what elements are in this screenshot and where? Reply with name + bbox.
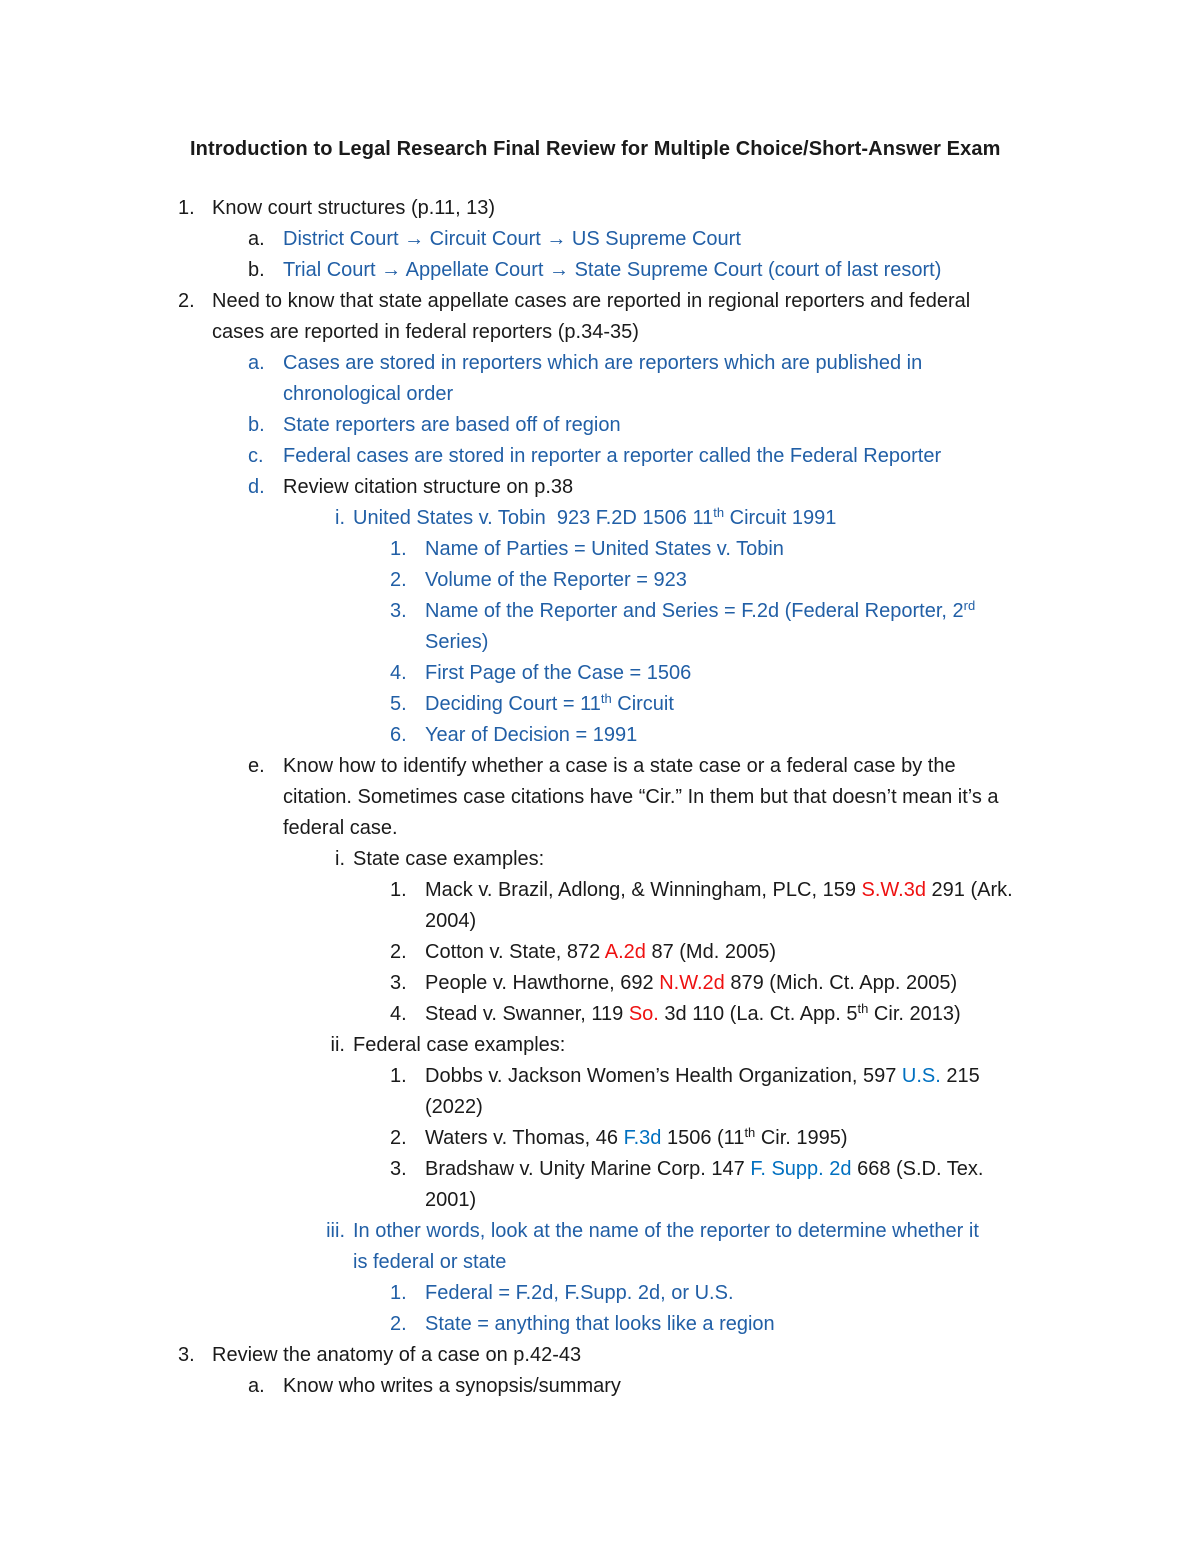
text-segment: District Court → Circuit Court → US Supreme Court (283, 228, 741, 250)
line-text (0, 410, 1200, 441)
text-segment: 215 (940, 1065, 980, 1087)
outline-line (0, 565, 1200, 596)
list-marker: b. (248, 259, 265, 281)
line-text (0, 1216, 1200, 1247)
list-marker: i. (335, 848, 345, 870)
text-segment: citation. Sometimes case citations have “Cir.” In them but that doesn’t mean it’s a (283, 786, 999, 808)
line-text (0, 1030, 1200, 1061)
list-marker: e. (248, 755, 265, 777)
list-marker: 3. (390, 600, 407, 622)
outline-line (0, 1154, 1200, 1185)
outline-line (0, 999, 1200, 1030)
text-segment: rd (963, 598, 976, 613)
list-marker: 2. (390, 1127, 407, 1149)
list-marker: 4. (390, 662, 407, 684)
line-text (0, 317, 1200, 348)
list-marker: i. (335, 507, 345, 529)
list-marker: iii. (326, 1220, 345, 1242)
line-text (0, 968, 1200, 999)
line-text (0, 875, 1200, 906)
list-marker: 1. (390, 1282, 407, 1304)
outline-line (0, 1123, 1200, 1154)
list-marker: a. (248, 1375, 265, 1397)
list-marker: 1. (178, 197, 195, 219)
outline-line (0, 224, 1200, 255)
text-segment: Volume of the Reporter = 923 (425, 569, 687, 591)
outline-line (0, 379, 1200, 410)
text-segment: th (857, 1001, 869, 1016)
text-segment: is federal or state (353, 1251, 507, 1273)
outline-line (0, 1371, 1200, 1402)
line-text (0, 441, 1200, 472)
text-segment: Bradshaw v. Unity Marine Corp. 147 (425, 1158, 751, 1180)
line-text (0, 689, 1200, 721)
line-text (0, 224, 1200, 255)
outline-line (0, 720, 1200, 751)
text-segment: 668 (S.D. Tex. (851, 1158, 984, 1180)
outline-line (0, 534, 1200, 565)
line-text (0, 751, 1200, 782)
text-segment: Circuit (611, 693, 674, 715)
text-segment: Dobbs v. Jackson Women’s Health Organization, 597 (425, 1065, 902, 1087)
line-text (0, 844, 1200, 875)
outline-line (0, 286, 1200, 317)
line-text (0, 627, 1200, 658)
line-text (0, 1371, 1200, 1402)
outline-line (0, 472, 1200, 503)
text-segment: F. Supp. 2d (750, 1158, 852, 1180)
text-segment: 1506 (11 (661, 1127, 745, 1149)
line-text (0, 1247, 1200, 1278)
outline-line (0, 1216, 1200, 1247)
text-segment: In other words, look at the name of the reporter to determine whether it (353, 1220, 979, 1242)
text-segment: 3d 110 (La. Ct. App. 5 (658, 1003, 858, 1025)
text-segment: First Page of the Case = 1506 (425, 662, 692, 684)
line-text (0, 1185, 1200, 1216)
outline-line (0, 782, 1200, 813)
line-text (0, 1123, 1200, 1155)
text-segment: 2001) (425, 1189, 477, 1211)
line-text (0, 565, 1200, 596)
text-segment: State reporters are based off of region (283, 414, 621, 436)
text-segment: A.2d (604, 941, 646, 963)
line-text (0, 379, 1200, 410)
text-segment: Review citation structure on p.38 (283, 476, 574, 498)
outline-line (0, 689, 1200, 720)
text-segment: Waters v. Thomas, 46 (425, 1127, 624, 1149)
text-segment: U.S. (901, 1065, 941, 1087)
text-segment: So. (628, 1003, 659, 1025)
list-marker: 3. (178, 1344, 195, 1366)
line-text (0, 534, 1200, 565)
outline-line (0, 968, 1200, 999)
text-segment: Trial Court → Appellate Court → State Supreme Court (court of last resort) (283, 259, 942, 281)
text-segment: Year of Decision = 1991 (425, 724, 638, 746)
list-marker: ii. (330, 1034, 345, 1056)
outline-line (0, 596, 1200, 627)
document-title: Introduction to Legal Research Final Review for Multiple Choice/Short-Answer Exam (190, 138, 1001, 160)
text-segment: N.W.2d (659, 972, 725, 994)
text-segment: chronological order (283, 383, 454, 405)
text-segment: Stead v. Swanner, 119 (425, 1003, 629, 1025)
text-segment: Deciding Court = 11 (425, 693, 601, 715)
outline-line (0, 1340, 1200, 1371)
outline-line (0, 937, 1200, 968)
text-segment: th (713, 505, 725, 520)
list-marker: 2. (390, 941, 407, 963)
text-segment: cases are reported in federal reporters (p.34-35) (212, 321, 639, 343)
list-marker: b. (248, 414, 265, 436)
text-segment: (2022) (425, 1096, 483, 1118)
line-text (0, 1278, 1200, 1309)
text-segment: Federal case examples: (353, 1034, 566, 1056)
line-text (0, 782, 1200, 813)
list-marker: 3. (390, 972, 407, 994)
outline-line (0, 658, 1200, 689)
text-segment: Name of Parties = United States v. Tobin (425, 538, 784, 560)
line-text (0, 906, 1200, 937)
outline-line (0, 1185, 1200, 1216)
list-marker: 3. (390, 1158, 407, 1180)
text-segment: F.3d (623, 1127, 662, 1149)
line-text (0, 999, 1200, 1031)
text-segment: 291 (Ark. (925, 879, 1013, 901)
text-segment: Federal cases are stored in reporter a reporter called the Federal Reporter (283, 445, 942, 467)
line-text (0, 1061, 1200, 1092)
text-segment: th (744, 1125, 756, 1140)
line-text (0, 596, 1200, 628)
outline-line (0, 255, 1200, 286)
outline-line (0, 317, 1200, 348)
list-marker: c. (248, 445, 264, 467)
text-segment: Know how to identify whether a case is a state case or a federal case by the (283, 755, 956, 777)
line-text (0, 658, 1200, 689)
text-segment: Series) (425, 631, 489, 653)
list-marker: a. (248, 228, 265, 250)
line-text (0, 720, 1200, 751)
outline-line (0, 348, 1200, 379)
text-segment: Circuit 1991 (724, 507, 837, 529)
text-segment: 2004) (425, 910, 477, 932)
outline-line (0, 1309, 1200, 1340)
list-marker: 1. (390, 538, 407, 560)
line-text (0, 1154, 1200, 1185)
outline-line (0, 906, 1200, 937)
list-marker: 1. (390, 879, 407, 901)
outline-line (0, 503, 1200, 534)
line-text (0, 1092, 1200, 1123)
line-text (0, 348, 1200, 379)
text-segment: federal case. (283, 817, 398, 839)
list-marker: a. (248, 352, 265, 374)
line-text (0, 813, 1200, 844)
outline-line (0, 751, 1200, 782)
line-text (0, 1309, 1200, 1340)
outline-line (0, 410, 1200, 441)
text-segment: th (600, 691, 612, 706)
outline-line (0, 1278, 1200, 1309)
text-segment: Need to know that state appellate cases are reported in regional reporters and federal (212, 290, 971, 312)
line-text (0, 472, 1200, 503)
text-segment: Cotton v. State, 872 (425, 941, 605, 963)
line-text (0, 937, 1200, 968)
line-text (0, 255, 1200, 286)
text-segment: State case examples: (353, 848, 545, 870)
text-segment: Cir. 2013) (868, 1003, 961, 1025)
outline-line (0, 1092, 1200, 1123)
outline-line (0, 813, 1200, 844)
text-segment: State = anything that looks like a region (425, 1313, 775, 1335)
text-segment: Know court structures (p.11, 13) (212, 197, 496, 219)
outline-line (0, 193, 1200, 224)
outline-line (0, 1030, 1200, 1061)
list-marker: 2. (390, 1313, 407, 1335)
list-marker: 1. (390, 1065, 407, 1087)
outline-line (0, 1247, 1200, 1278)
text-segment: Cir. 1995) (755, 1127, 848, 1149)
outline-line (0, 875, 1200, 906)
outline-body (0, 193, 1200, 1402)
outline-line (0, 1061, 1200, 1092)
text-segment: S.W.3d (861, 879, 926, 901)
text-segment: 87 (Md. 2005) (645, 941, 776, 963)
list-marker: 4. (390, 1003, 407, 1025)
list-marker: 5. (390, 693, 407, 715)
text-segment: People v. Hawthorne, 692 (425, 972, 660, 994)
text-segment: Review the anatomy of a case on p.42-43 (212, 1344, 582, 1366)
text-segment: Mack v. Brazil, Adlong, & Winningham, PLC, 159 (425, 879, 862, 901)
list-marker: 2. (390, 569, 407, 591)
outline-line (0, 844, 1200, 875)
line-text (0, 503, 1200, 535)
text-segment: Cases are stored in reporters which are reporters which are published in (283, 352, 923, 374)
text-segment: Name of the Reporter and Series = F.2d (Federal Reporter, 2 (425, 600, 964, 622)
list-marker: d. (248, 476, 265, 498)
list-marker: 2. (178, 290, 195, 312)
text-segment: Federal = F.2d, F.Supp. 2d, or U.S. (425, 1282, 734, 1304)
outline-line (0, 441, 1200, 472)
text-segment: Know who writes a synopsis/summary (283, 1375, 621, 1397)
list-marker: 6. (390, 724, 407, 746)
text-segment: United States v. Tobin 923 F.2D 1506 11 (353, 507, 714, 529)
outline-line (0, 627, 1200, 658)
text-segment: 879 (Mich. Ct. App. 2005) (724, 972, 958, 994)
